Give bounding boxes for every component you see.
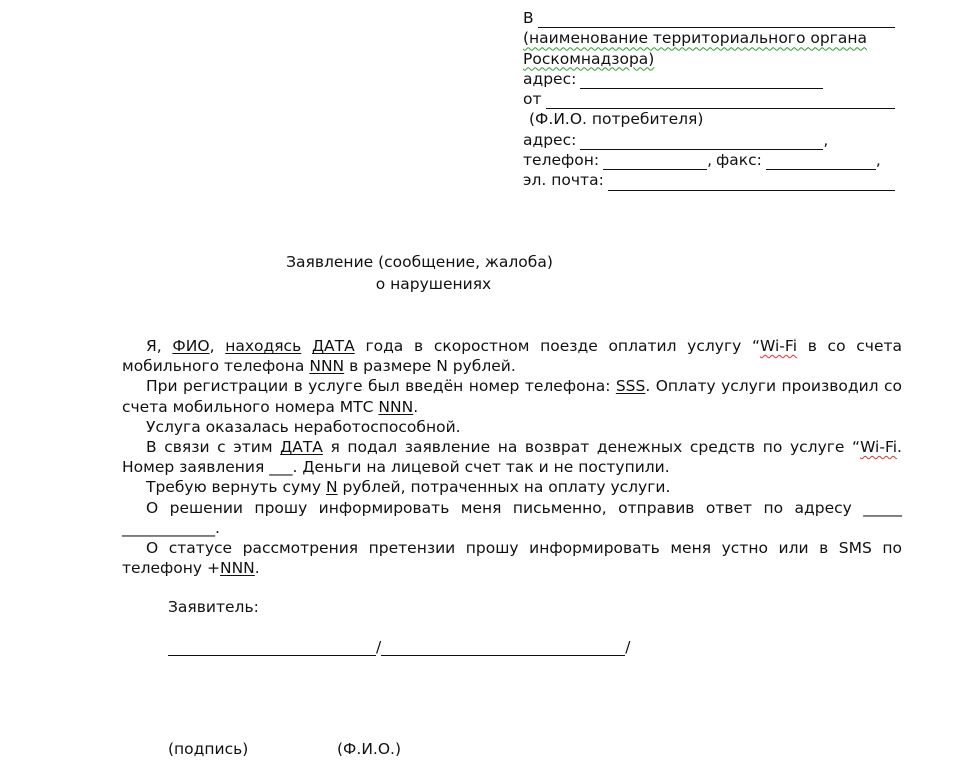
signature-separator-1: /: [376, 638, 382, 656]
p5-text-a: Требую вернуть суму: [146, 478, 322, 497]
paragraph-7: [122, 538, 902, 578]
address2-blank: [580, 134, 823, 150]
phone-fax-line: [523, 150, 895, 170]
p2-text-b: . Оплату услуги производил со счета мобильного номера МТС: [122, 377, 902, 416]
to-hint-text2: Роскомнадзора): [523, 49, 655, 68]
p4-text-a: В связи с этим: [146, 438, 273, 457]
p4-text-b: я подал заявление на возврат денежных средств по услуге “: [330, 438, 861, 457]
address2-label: адрес:: [523, 130, 577, 149]
complaint-body: [122, 336, 902, 578]
signature-separator-2: /: [625, 638, 631, 656]
to-hint-text1: (наименование территориального органа: [523, 29, 867, 48]
from-prefix: от: [523, 90, 542, 109]
to-hint-line2: [523, 49, 895, 69]
p1-being: находясь: [225, 337, 302, 355]
paragraph-1: [122, 336, 902, 376]
from-line: [523, 89, 895, 109]
email-line: [523, 170, 895, 190]
p4-text-c: . Номер заявления ___. Деньги на лицевой счет так и не поступили.: [122, 438, 902, 477]
p4-wifi: Wi-Fi: [860, 438, 898, 457]
phone-blank: [603, 154, 707, 170]
p1-text-c: года в скоростном поезде оплатил услугу “: [365, 337, 761, 355]
fax-suffix: ,: [875, 151, 881, 170]
to-prefix: В: [523, 9, 534, 27]
p1-text-a: Я,: [146, 337, 162, 355]
to-hint-line1: [523, 28, 895, 48]
email-label: эл. почта:: [523, 171, 604, 190]
paragraph-3: Услуга оказалась неработоспособной.: [146, 417, 461, 436]
p2-sss: SSS: [615, 377, 646, 396]
paragraph-5: [122, 477, 902, 497]
address1-blank: [580, 73, 823, 89]
from-blank: [546, 93, 895, 109]
signature-line: [168, 638, 630, 656]
p5-n: N: [325, 478, 338, 497]
address1-line: [523, 69, 895, 89]
p2-nnn: NNN: [378, 397, 414, 416]
address1-label: адрес:: [523, 69, 577, 88]
p1-fio: ФИО: [172, 337, 210, 355]
applicant-label: Заявитель:: [168, 598, 259, 616]
email-blank: [608, 175, 895, 191]
p5-text-b: рублей, потраченных на оплату услуги.: [342, 478, 671, 497]
from-hint-line: [523, 109, 895, 129]
p6-text-b: ____________.: [122, 518, 220, 537]
p7-text-b: .: [254, 559, 260, 578]
p1-date: ДАТА: [311, 337, 355, 355]
signature-caption: (подпись): [168, 740, 249, 758]
paragraph-4: [122, 437, 902, 477]
fax-label: факс:: [716, 151, 762, 170]
p2-text-c: .: [413, 397, 419, 416]
signature-blank: [168, 638, 376, 656]
paragraph-2: [122, 376, 902, 416]
p1-nnn: NNN: [309, 357, 345, 376]
to-blank: [538, 12, 895, 28]
addressee-block: [523, 8, 895, 191]
fax-blank: [766, 154, 876, 170]
phone-label: телефон:: [523, 151, 600, 170]
document-title: Заявление (сообщение, жалоба): [286, 253, 553, 271]
to-line: [523, 8, 895, 28]
document-subtitle: о нарушениях: [375, 275, 492, 293]
address2-suffix: ,: [823, 130, 829, 149]
fio-caption: (Ф.И.О.): [337, 740, 402, 758]
fio-blank: [381, 638, 625, 656]
p7-text-a: О статусе рассмотрения претензии прошу информировать меня устно или в SMS по телефону +: [122, 539, 902, 578]
address2-line: [523, 130, 895, 150]
p1-text-e: в размере N рублей.: [349, 357, 516, 376]
paragraph-6: [122, 498, 902, 538]
p1-wifi: Wi-Fi: [760, 337, 797, 355]
p4-date: ДАТА: [280, 438, 323, 457]
p6-text-a: О решении прошу информировать меня письменно, отправив ответ по адресу _____: [146, 498, 902, 517]
from-hint: (Ф.И.О. потребителя): [529, 110, 704, 129]
p1-text-b: ,: [209, 337, 215, 355]
p1-text-d: в со счета мобильного телефона: [122, 337, 903, 376]
p7-nnn: NNN: [219, 559, 255, 578]
p2-text-a: При регистрации в услуге был введён номер телефона:: [146, 377, 611, 396]
phone-suffix: ,: [707, 151, 713, 170]
